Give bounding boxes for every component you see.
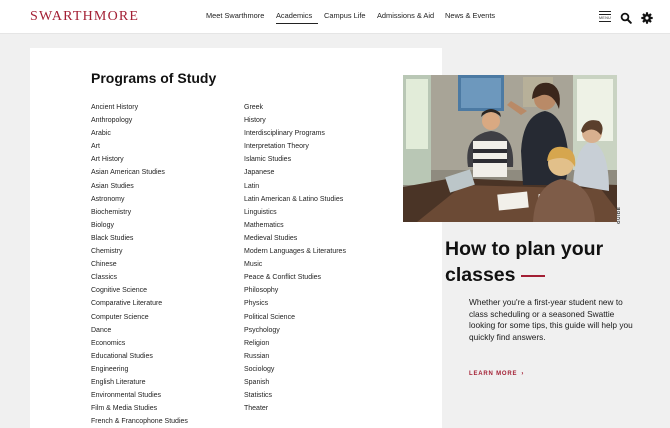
program-link[interactable]: Art History	[91, 156, 124, 164]
program-link[interactable]: Biochemistry	[91, 208, 132, 216]
program-link[interactable]: Chemistry	[91, 248, 123, 256]
program-link[interactable]: Philosophy	[244, 287, 279, 295]
program-link[interactable]: Educational Studies	[91, 352, 153, 360]
program-link[interactable]: Psychology	[244, 326, 280, 334]
nav-academics[interactable]: Academics	[276, 11, 324, 20]
feature-description: Whether you're a first-year student new to class scheduling or a seasoned Swattie looking for some tips, this guide will help you quickly find answers.	[469, 297, 633, 342]
program-link[interactable]: Mathematics	[244, 221, 284, 229]
program-link[interactable]: Chinese	[91, 261, 117, 269]
program-link[interactable]: Dance	[91, 326, 112, 334]
program-link[interactable]: Spanish	[244, 378, 270, 386]
program-link[interactable]: Black Studies	[91, 234, 134, 242]
programs-column-1	[91, 101, 188, 428]
feature-headline[interactable]	[445, 236, 665, 288]
program-link[interactable]: Russian	[244, 352, 270, 360]
program-link[interactable]: Comparative Literature	[91, 300, 163, 308]
learn-more-label: LEARN MORE	[469, 371, 518, 377]
program-link[interactable]: French & Francophone Studies	[91, 418, 188, 426]
nav-meet-swarthmore[interactable]: Meet Swarthmore	[206, 11, 265, 20]
program-link[interactable]: Statistics	[244, 392, 273, 400]
program-link[interactable]: Medieval Studies	[244, 234, 298, 242]
classroom-illustration	[403, 75, 617, 222]
program-link[interactable]: Anthropology	[91, 117, 133, 125]
programs-panel	[30, 48, 442, 428]
program-link[interactable]: Interpretation Theory	[244, 143, 309, 151]
program-link[interactable]: Economics	[91, 339, 126, 347]
program-link[interactable]: Latin	[244, 182, 260, 190]
program-link[interactable]: Theater	[244, 405, 269, 413]
menu-label: MENU	[599, 15, 612, 20]
nav-campus-life[interactable]: Campus Life	[324, 11, 366, 20]
classroom-photo[interactable]	[403, 75, 617, 222]
chevron-right-icon: ›	[521, 371, 525, 377]
program-link[interactable]: Peace & Conflict Studies	[244, 274, 322, 282]
program-link[interactable]: Asian Studies	[91, 182, 134, 190]
program-link[interactable]: Computer Science	[91, 313, 149, 321]
program-link[interactable]: Engineering	[91, 365, 129, 373]
menu-button[interactable]	[599, 10, 613, 24]
headline-line-1: How to plan your	[445, 238, 604, 260]
program-link[interactable]: Islamic Studies	[244, 156, 292, 164]
gear-icon	[641, 12, 653, 24]
program-link[interactable]: English Literature	[91, 378, 146, 386]
program-link[interactable]: Art	[91, 143, 100, 151]
program-link[interactable]: Biology	[91, 221, 114, 229]
program-link[interactable]: Cognitive Science	[91, 287, 148, 295]
nav-news-events[interactable]: News & Events	[445, 11, 496, 20]
program-link[interactable]: Ancient History	[91, 104, 139, 111]
search-icon	[620, 12, 632, 24]
main-nav	[206, 11, 495, 20]
nav-admissions-aid[interactable]: Admissions & Aid	[377, 11, 435, 20]
program-link[interactable]: Latin American & Latino Studies	[244, 195, 344, 203]
programs-column-2	[244, 101, 346, 415]
program-link[interactable]: Religion	[244, 339, 270, 347]
program-link[interactable]: Political Science	[244, 313, 295, 321]
program-link[interactable]: Physics	[244, 300, 269, 308]
program-link[interactable]: Modern Languages & Literatures	[244, 248, 346, 256]
program-link[interactable]: Greek	[244, 104, 264, 111]
program-link[interactable]: Arabic	[91, 130, 111, 138]
menu-icon	[599, 11, 611, 12]
site-header	[0, 0, 670, 34]
settings-button[interactable]	[641, 11, 653, 23]
program-link[interactable]: Film & Media Studies	[91, 405, 158, 413]
program-link[interactable]: Interdisciplinary Programs	[244, 130, 325, 138]
program-link[interactable]: Japanese	[244, 169, 275, 177]
program-link[interactable]: History	[244, 117, 266, 125]
program-link[interactable]: Music	[244, 261, 263, 269]
programs-title: Programs of Study	[91, 70, 217, 86]
program-link[interactable]: Classics	[91, 274, 118, 282]
headline-line-2: classes	[445, 264, 516, 286]
program-link[interactable]: Linguistics	[244, 208, 277, 216]
search-button[interactable]	[620, 11, 632, 23]
learn-more-link[interactable]	[469, 371, 524, 377]
program-link[interactable]: Environmental Studies	[91, 392, 162, 400]
program-link[interactable]: Sociology	[244, 365, 275, 373]
program-link[interactable]: Asian American Studies	[91, 169, 165, 177]
program-link[interactable]: Astronomy	[91, 195, 125, 203]
swarthmore-logo[interactable]: SWARTHMORE	[30, 9, 140, 24]
headline-dash	[521, 275, 545, 277]
guide-tag: GUIDE	[616, 206, 621, 224]
